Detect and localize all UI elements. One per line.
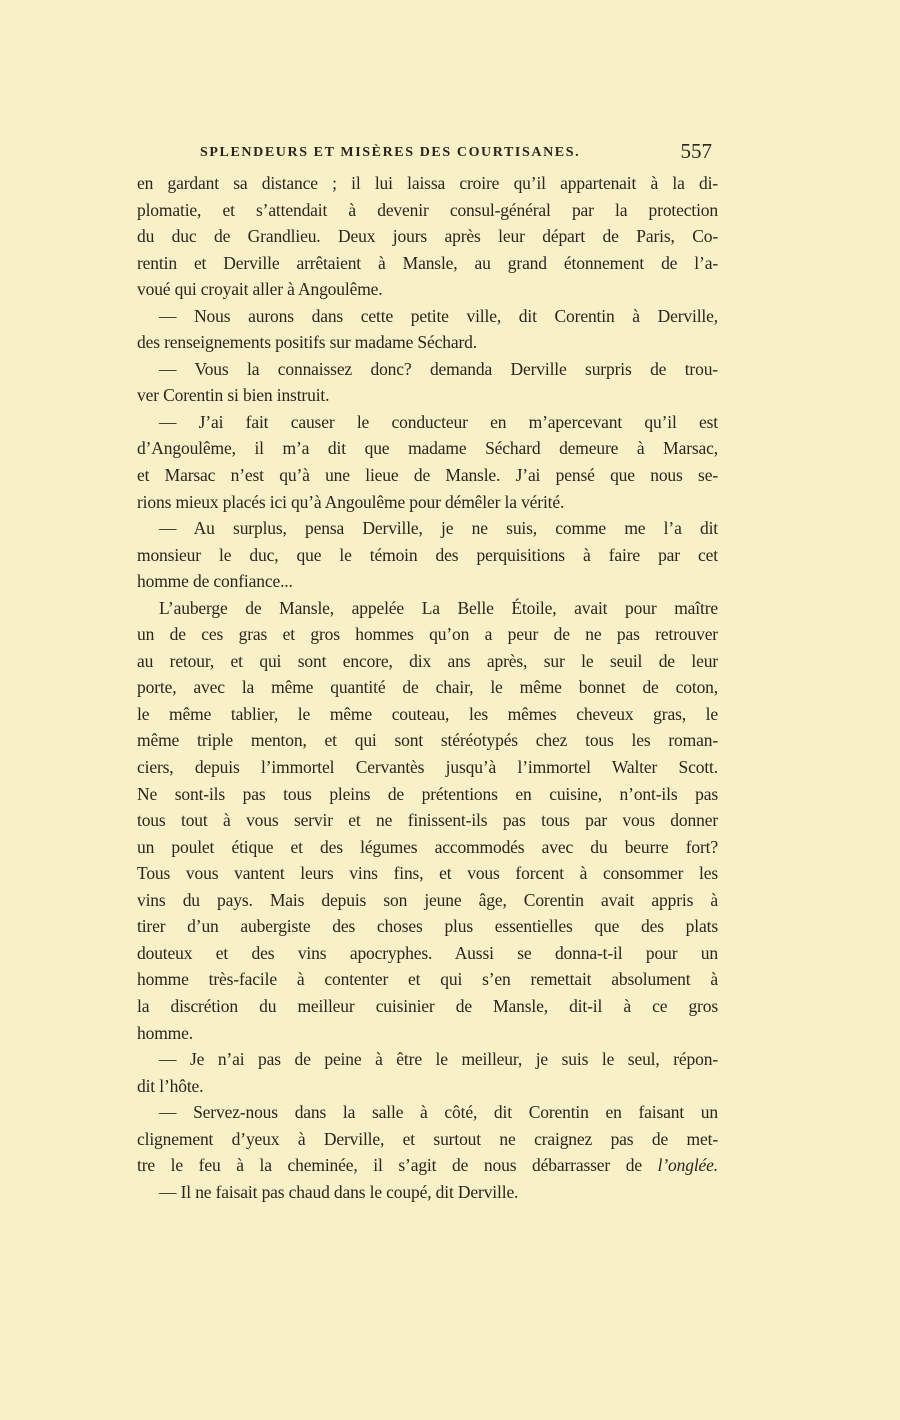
text-line-content: rions mieux placés ici qu’à Angoulême pour démêler la vérité.: [137, 491, 565, 512]
text-line-content: tirer d’un aubergiste des choses plus essentielles que des plats: [137, 916, 718, 937]
text-line: [137, 621, 718, 648]
text-line-content: un de ces gras et gros hommes qu’on a peur de ne pas retrouver: [137, 624, 718, 645]
running-title: SPLENDEURS ET MISÈRES DES COURTISANES.: [200, 145, 581, 160]
text-line-content: et Marsac n’est qu’à une lieue de Mansle. J’ai pensé que nous se-: [137, 465, 718, 486]
text-line: [137, 356, 718, 383]
text-line-content: — Nous aurons dans cette petite ville, dit Corentin à Derville,: [159, 305, 718, 326]
text-line: [137, 1020, 718, 1047]
text-line: [137, 887, 718, 914]
text-line: [137, 329, 718, 356]
text-line: [137, 1126, 718, 1153]
page-header: [200, 139, 720, 167]
text-line: [137, 1073, 718, 1100]
text-line: [137, 223, 718, 250]
text-line-content: du duc de Grandlieu. Deux jours après leur départ de Paris, Co-: [137, 226, 718, 247]
text-line-content: vins du pays. Mais depuis son jeune âge, Corentin avait appris à: [137, 889, 718, 910]
text-line-content: — Vous la connaissez donc? demanda Derville surpris de trou-: [159, 358, 718, 379]
text-line: [137, 727, 718, 754]
text-line: [137, 542, 718, 569]
text-line-content: voué qui croyait aller à Angoulême.: [137, 279, 383, 300]
text-line: [137, 1152, 718, 1179]
text-line-content: en gardant sa distance ; il lui laissa croire qu’il appartenait à la di-: [137, 173, 718, 193]
text-line-content: — Au surplus, pensa Derville, je ne suis, comme me l’a dit: [159, 518, 718, 539]
text-line-content: porte, avec la même quantité de chair, le même bonnet de coton,: [137, 677, 718, 698]
text-line-content: homme de confiance...: [137, 571, 293, 592]
text-line: [137, 807, 718, 834]
text-line-content: douteux et des vins apocryphes. Aussi se donna-t-il pour un: [137, 942, 718, 963]
text-line: [137, 754, 718, 781]
text-line: [137, 1099, 718, 1126]
text-line-content: la discrétion du meilleur cuisinier de Mansle, dit-il à ce gros: [137, 995, 718, 1016]
text-line-content: rentin et Derville arrêtaient à Mansle, au grand étonnement de l’a-: [137, 252, 718, 273]
text-line: [137, 197, 718, 224]
text-line: [137, 860, 718, 887]
text-line: [137, 1046, 718, 1073]
text-line-content: — Je n’ai pas de peine à être le meilleur, je suis le seul, répon-: [159, 1049, 718, 1070]
text-line: [137, 170, 718, 197]
text-line: [137, 276, 718, 303]
text-line: [137, 595, 718, 622]
text-line-content: ver Corentin si bien instruit.: [137, 385, 330, 406]
text-line-content: tre le feu à la cheminée, il s’agit de nous débarrasser de: [137, 1155, 642, 1176]
text-line-content: homme.: [137, 1022, 193, 1043]
text-line: [137, 515, 718, 542]
text-line: [137, 966, 718, 993]
text-line-content: des renseignements positifs sur madame Séchard.: [137, 332, 477, 353]
text-line-content: tous tout à vous servir et ne finissent-ils pas tous par vous donner: [137, 810, 718, 831]
text-line-content: homme très-facile à contenter et qui s’en remettait absolument à: [137, 969, 718, 990]
text-line: [137, 913, 718, 940]
text-line: [137, 462, 718, 489]
text-line: [137, 940, 718, 967]
text-line: [137, 993, 718, 1020]
text-line-content: dit l’hôte.: [137, 1075, 204, 1096]
text-line-content: — J’ai fait causer le conducteur en m’apercevant qu’il est: [159, 411, 718, 432]
text-line: [137, 648, 718, 675]
text-line-content: — Servez-nous dans la salle à côté, dit Corentin en faisant un: [159, 1102, 718, 1123]
text-line-content: clignement d’yeux à Derville, et surtout ne craignez pas de met-: [137, 1128, 718, 1149]
text-line-content: Tous vous vantent leurs vins fins, et vous forcent à consommer les: [137, 863, 718, 884]
text-line-content: L’auberge de Mansle, appelée La Belle Étoile, avait pour maître: [159, 597, 718, 618]
text-line-content: monsieur le duc, que le témoin des perquisitions à faire par cet: [137, 544, 718, 565]
text-line: [137, 834, 718, 861]
text-line-content: même triple menton, et qui sont stéréotypés chez tous les roman-: [137, 730, 718, 751]
text-line: [137, 409, 718, 436]
text-line: [137, 701, 718, 728]
text-line: [137, 250, 718, 277]
text-line-content: — Il ne faisait pas chaud dans le coupé, dit Derville.: [159, 1181, 519, 1202]
text-line: [137, 568, 718, 595]
text-line: [137, 303, 718, 330]
text-line: [137, 435, 718, 462]
italic-word: l’onglée.: [657, 1155, 718, 1176]
text-line: [137, 489, 718, 516]
text-line-content: le même tablier, le même couteau, les mêmes cheveux gras, le: [137, 703, 718, 724]
text-line-content: au retour, et qui sont encore, dix ans après, sur le seuil de leur: [137, 650, 718, 671]
text-line: [137, 1179, 718, 1206]
text-line-content: plomatie, et s’attendait à devenir consul-général par la protection: [137, 199, 718, 220]
text-line: [137, 674, 718, 701]
text-line: [137, 781, 718, 808]
text-line-content: un poulet étique et des légumes accommodés avec du beurre fort?: [137, 836, 718, 857]
text-line-content: ciers, depuis l’immortel Cervantès jusqu’à l’immortel Walter Scott.: [137, 757, 718, 778]
text-line: [137, 382, 718, 409]
page-number: 557: [680, 139, 712, 163]
page-body-text: [137, 170, 718, 1205]
text-line-content: Ne sont-ils pas tous pleins de prétentions en cuisine, n’ont-ils pas: [137, 783, 718, 804]
text-line-content: d’Angoulême, il m’a dit que madame Séchard demeure à Marsac,: [137, 438, 718, 459]
